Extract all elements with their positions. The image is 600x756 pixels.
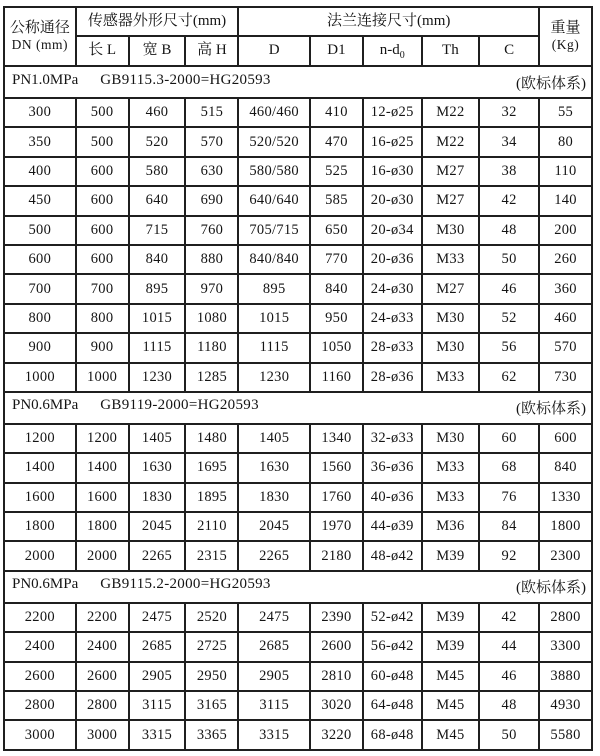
- table-cell: 48: [479, 691, 539, 720]
- table-cell: 730: [539, 363, 592, 392]
- table-cell: 1970: [310, 512, 363, 541]
- table-cell: 24-ø30: [363, 274, 422, 303]
- header-sensor-group: 传感器外形尺寸(mm): [76, 7, 239, 36]
- table-cell: M30: [422, 424, 480, 453]
- table-cell: 2000: [4, 541, 76, 570]
- table-cell: 3020: [310, 691, 363, 720]
- table-cell: M45: [422, 691, 480, 720]
- table-cell: 360: [539, 274, 592, 303]
- section-note: (欧标体系): [516, 580, 586, 597]
- section-note: (欧标体系): [516, 401, 586, 418]
- table-row: [4, 363, 592, 392]
- section-cell: [4, 66, 592, 98]
- table-row: [4, 216, 592, 245]
- table-cell: 28-ø36: [363, 363, 422, 392]
- table-cell: M27: [422, 157, 480, 186]
- table-row: [4, 541, 592, 570]
- table-cell: 2475: [129, 603, 186, 632]
- header-col-d1: D1: [310, 36, 363, 66]
- table-cell: M36: [422, 512, 480, 541]
- section-pressure: PN1.0MPa: [12, 71, 79, 88]
- table-cell: 1115: [238, 333, 310, 362]
- table-cell: 1760: [310, 483, 363, 512]
- table-cell: M39: [422, 541, 480, 570]
- table-cell: 300: [4, 98, 76, 127]
- table-cell: 520: [129, 127, 186, 156]
- table-cell: 600: [76, 216, 129, 245]
- table-cell: 2685: [238, 632, 310, 661]
- table-cell: 2905: [238, 662, 310, 691]
- table-cell: 2400: [76, 632, 129, 661]
- table-cell: 84: [479, 512, 539, 541]
- table-cell: 1480: [185, 424, 238, 453]
- table-cell: 515: [185, 98, 238, 127]
- table-cell: 1560: [310, 453, 363, 482]
- table-cell: 2200: [76, 603, 129, 632]
- table-cell: M39: [422, 603, 480, 632]
- table-cell: 42: [479, 186, 539, 215]
- table-cell: 760: [185, 216, 238, 245]
- table-cell: 1405: [238, 424, 310, 453]
- section-pressure: PN0.6MPa: [12, 576, 79, 593]
- nd0-subscript: 0: [399, 50, 405, 62]
- table-cell: M22: [422, 127, 480, 156]
- table-cell: 2905: [129, 662, 186, 691]
- table-cell: 2300: [539, 541, 592, 570]
- table-cell: 650: [310, 216, 363, 245]
- table-row: [4, 304, 592, 333]
- table-cell: 450: [4, 186, 76, 215]
- table-cell: M27: [422, 274, 480, 303]
- section-row: [4, 392, 592, 424]
- table-cell: 28-ø33: [363, 333, 422, 362]
- table-cell: 410: [310, 98, 363, 127]
- table-cell: M33: [422, 453, 480, 482]
- table-cell: 2520: [185, 603, 238, 632]
- table-cell: 705/715: [238, 216, 310, 245]
- table-cell: 1050: [310, 333, 363, 362]
- table-cell: M22: [422, 98, 480, 127]
- table-cell: 1630: [238, 453, 310, 482]
- table-cell: 5580: [539, 720, 592, 749]
- table-cell: 1400: [76, 453, 129, 482]
- section-standard: GB9119-2000=HG20593: [100, 397, 259, 414]
- table-cell: 900: [76, 333, 129, 362]
- table-cell: 1230: [129, 363, 186, 392]
- table-cell: 12-ø25: [363, 98, 422, 127]
- table-cell: 1600: [4, 483, 76, 512]
- table-cell: 1080: [185, 304, 238, 333]
- table-cell: 880: [185, 245, 238, 274]
- table-cell: 3315: [129, 720, 186, 749]
- table-cell: 600: [76, 186, 129, 215]
- table-cell: 1285: [185, 363, 238, 392]
- header-col-c: C: [479, 36, 539, 66]
- table-cell: 525: [310, 157, 363, 186]
- table-cell: 2045: [238, 512, 310, 541]
- table-cell: 68-ø48: [363, 720, 422, 749]
- table-cell: 34: [479, 127, 539, 156]
- section-row: [4, 571, 592, 603]
- table-cell: 56-ø42: [363, 632, 422, 661]
- table-cell: 38: [479, 157, 539, 186]
- table-cell: 55: [539, 98, 592, 127]
- header-weight: [539, 7, 592, 66]
- table-cell: 2180: [310, 541, 363, 570]
- table-cell: 2800: [76, 691, 129, 720]
- table-cell: M33: [422, 483, 480, 512]
- table-body: [4, 66, 592, 750]
- section-row: [4, 66, 592, 98]
- table-cell: 2265: [129, 541, 186, 570]
- table-cell: 2685: [129, 632, 186, 661]
- table-cell: 2315: [185, 541, 238, 570]
- table-cell: 3115: [129, 691, 186, 720]
- table-cell: 2475: [238, 603, 310, 632]
- header-dn-title: 公称通径: [9, 20, 70, 37]
- table-cell: 200: [539, 216, 592, 245]
- table-row: [4, 662, 592, 691]
- table-cell: 110: [539, 157, 592, 186]
- table-cell: 2950: [185, 662, 238, 691]
- table-cell: 3300: [539, 632, 592, 661]
- table-cell: 48-ø42: [363, 541, 422, 570]
- table-cell: 20-ø30: [363, 186, 422, 215]
- table-cell: 520/520: [238, 127, 310, 156]
- header-col-height: 高 H: [185, 36, 238, 66]
- table-cell: 2000: [76, 541, 129, 570]
- table-cell: 76: [479, 483, 539, 512]
- table-cell: 640/640: [238, 186, 310, 215]
- table-row: [4, 245, 592, 274]
- header-row-subcolumns: [4, 36, 592, 66]
- table-cell: 40-ø36: [363, 483, 422, 512]
- table-cell: 32: [479, 98, 539, 127]
- section-note: (欧标体系): [516, 75, 586, 92]
- table-cell: 580: [129, 157, 186, 186]
- table-cell: 64-ø48: [363, 691, 422, 720]
- table-row: [4, 274, 592, 303]
- section-standard: GB9115.2-2000=HG20593: [100, 576, 271, 593]
- table-cell: M27: [422, 186, 480, 215]
- table-cell: 1230: [238, 363, 310, 392]
- table-cell: 2265: [238, 541, 310, 570]
- table-cell: 1015: [238, 304, 310, 333]
- table-cell: M33: [422, 363, 480, 392]
- header-col-th: Th: [422, 36, 480, 66]
- table-cell: 800: [76, 304, 129, 333]
- table-cell: 60: [479, 424, 539, 453]
- table-cell: 895: [238, 274, 310, 303]
- table-row: [4, 691, 592, 720]
- header-col-d: D: [238, 36, 310, 66]
- table-cell: 46: [479, 662, 539, 691]
- table-row: [4, 603, 592, 632]
- table-row: [4, 483, 592, 512]
- table-cell: 700: [4, 274, 76, 303]
- table-cell: 690: [185, 186, 238, 215]
- table-row: [4, 98, 592, 127]
- table-cell: 2600: [76, 662, 129, 691]
- table-cell: 80: [539, 127, 592, 156]
- table-cell: 500: [76, 98, 129, 127]
- header-flange-group: 法兰连接尺寸(mm): [238, 7, 539, 36]
- table-cell: 350: [4, 127, 76, 156]
- table-cell: 2800: [539, 603, 592, 632]
- table-row: [4, 720, 592, 749]
- table-cell: 840: [539, 453, 592, 482]
- table-cell: 600: [76, 157, 129, 186]
- table-cell: 20-ø36: [363, 245, 422, 274]
- table-row: [4, 157, 592, 186]
- table-cell: 770: [310, 245, 363, 274]
- table-cell: 1160: [310, 363, 363, 392]
- table-cell: 52-ø42: [363, 603, 422, 632]
- table-row: [4, 632, 592, 661]
- table-cell: 1800: [76, 512, 129, 541]
- table-cell: 1600: [76, 483, 129, 512]
- table-cell: 3365: [185, 720, 238, 749]
- table-cell: 1800: [4, 512, 76, 541]
- table-cell: 3315: [238, 720, 310, 749]
- table-cell: 3115: [238, 691, 310, 720]
- table-cell: 62: [479, 363, 539, 392]
- table-row: [4, 127, 592, 156]
- table-cell: 1895: [185, 483, 238, 512]
- table-cell: 50: [479, 245, 539, 274]
- spec-table: [3, 6, 593, 751]
- table-cell: 3880: [539, 662, 592, 691]
- nd0-main: n-d: [379, 42, 400, 59]
- table-cell: 840: [310, 274, 363, 303]
- table-cell: M45: [422, 720, 480, 749]
- table-cell: 2045: [129, 512, 186, 541]
- table-cell: 1800: [539, 512, 592, 541]
- table-cell: 1405: [129, 424, 186, 453]
- table-cell: 840/840: [238, 245, 310, 274]
- table-cell: 585: [310, 186, 363, 215]
- table-cell: 895: [129, 274, 186, 303]
- table-cell: 600: [4, 245, 76, 274]
- table-cell: 2400: [4, 632, 76, 661]
- table-cell: 2390: [310, 603, 363, 632]
- table-row: [4, 186, 592, 215]
- table-cell: 580/580: [238, 157, 310, 186]
- table-cell: 46: [479, 274, 539, 303]
- table-cell: 700: [76, 274, 129, 303]
- table-cell: 1830: [238, 483, 310, 512]
- table-cell: 1340: [310, 424, 363, 453]
- table-cell: 640: [129, 186, 186, 215]
- table-cell: M33: [422, 245, 480, 274]
- table-cell: 24-ø33: [363, 304, 422, 333]
- table-cell: 570: [539, 333, 592, 362]
- table-cell: 1000: [76, 363, 129, 392]
- table-cell: 32-ø33: [363, 424, 422, 453]
- table-cell: M30: [422, 333, 480, 362]
- table-cell: 630: [185, 157, 238, 186]
- header-weight-title: 重量: [550, 20, 581, 37]
- table-cell: 60-ø48: [363, 662, 422, 691]
- table-row: [4, 453, 592, 482]
- table-cell: 16-ø30: [363, 157, 422, 186]
- table-cell: 260: [539, 245, 592, 274]
- table-cell: 900: [4, 333, 76, 362]
- table-row: [4, 512, 592, 541]
- table-cell: M39: [422, 632, 480, 661]
- table-cell: 1630: [129, 453, 186, 482]
- table-cell: 460: [539, 304, 592, 333]
- table-header: [4, 7, 592, 66]
- table-cell: 1015: [129, 304, 186, 333]
- table-cell: 3000: [76, 720, 129, 749]
- table-cell: 1330: [539, 483, 592, 512]
- table-cell: 715: [129, 216, 186, 245]
- table-row: [4, 333, 592, 362]
- table-cell: 460/460: [238, 98, 310, 127]
- table-cell: 3220: [310, 720, 363, 749]
- section-standard: GB9115.3-2000=HG20593: [100, 71, 271, 88]
- table-cell: 140: [539, 186, 592, 215]
- header-weight-sub: (Kg): [551, 37, 580, 53]
- section-cell: [4, 571, 592, 603]
- table-cell: 1115: [129, 333, 186, 362]
- table-cell: 3165: [185, 691, 238, 720]
- table-row: [4, 424, 592, 453]
- table-cell: 48: [479, 216, 539, 245]
- table-cell: 1695: [185, 453, 238, 482]
- table-cell: 400: [4, 157, 76, 186]
- table-cell: 600: [539, 424, 592, 453]
- section-pressure: PN0.6MPa: [12, 397, 79, 414]
- table-cell: 2200: [4, 603, 76, 632]
- table-cell: 1000: [4, 363, 76, 392]
- table-cell: 20-ø34: [363, 216, 422, 245]
- table-cell: 1180: [185, 333, 238, 362]
- table-cell: M30: [422, 216, 480, 245]
- table-cell: 2725: [185, 632, 238, 661]
- table-cell: 1200: [76, 424, 129, 453]
- table-cell: M45: [422, 662, 480, 691]
- table-cell: 1830: [129, 483, 186, 512]
- table-cell: 16-ø25: [363, 127, 422, 156]
- table-cell: 800: [4, 304, 76, 333]
- table-cell: 2800: [4, 691, 76, 720]
- table-cell: 950: [310, 304, 363, 333]
- header-col-nd0: [363, 36, 422, 66]
- table-cell: 1400: [4, 453, 76, 482]
- table-cell: 570: [185, 127, 238, 156]
- table-cell: 50: [479, 720, 539, 749]
- table-cell: 68: [479, 453, 539, 482]
- section-cell: [4, 392, 592, 424]
- table-cell: 4930: [539, 691, 592, 720]
- table-cell: 2110: [185, 512, 238, 541]
- table-cell: 2810: [310, 662, 363, 691]
- table-cell: 840: [129, 245, 186, 274]
- table-cell: 92: [479, 541, 539, 570]
- table-cell: 44-ø39: [363, 512, 422, 541]
- header-col-width: 宽 B: [129, 36, 186, 66]
- table-cell: M30: [422, 304, 480, 333]
- table-cell: 44: [479, 632, 539, 661]
- table-cell: 500: [76, 127, 129, 156]
- header-dn-sub: DN (mm): [11, 37, 69, 53]
- header-col-length: 长 L: [76, 36, 129, 66]
- table-cell: 36-ø36: [363, 453, 422, 482]
- table-cell: 2600: [310, 632, 363, 661]
- table-cell: 42: [479, 603, 539, 632]
- table-cell: 3000: [4, 720, 76, 749]
- table-cell: 52: [479, 304, 539, 333]
- table-cell: 500: [4, 216, 76, 245]
- header-row-groups: [4, 7, 592, 36]
- table-cell: 470: [310, 127, 363, 156]
- header-dn: [4, 7, 76, 66]
- table-cell: 600: [76, 245, 129, 274]
- table-cell: 2600: [4, 662, 76, 691]
- table-cell: 56: [479, 333, 539, 362]
- table-cell: 1200: [4, 424, 76, 453]
- table-cell: 460: [129, 98, 186, 127]
- table-cell: 970: [185, 274, 238, 303]
